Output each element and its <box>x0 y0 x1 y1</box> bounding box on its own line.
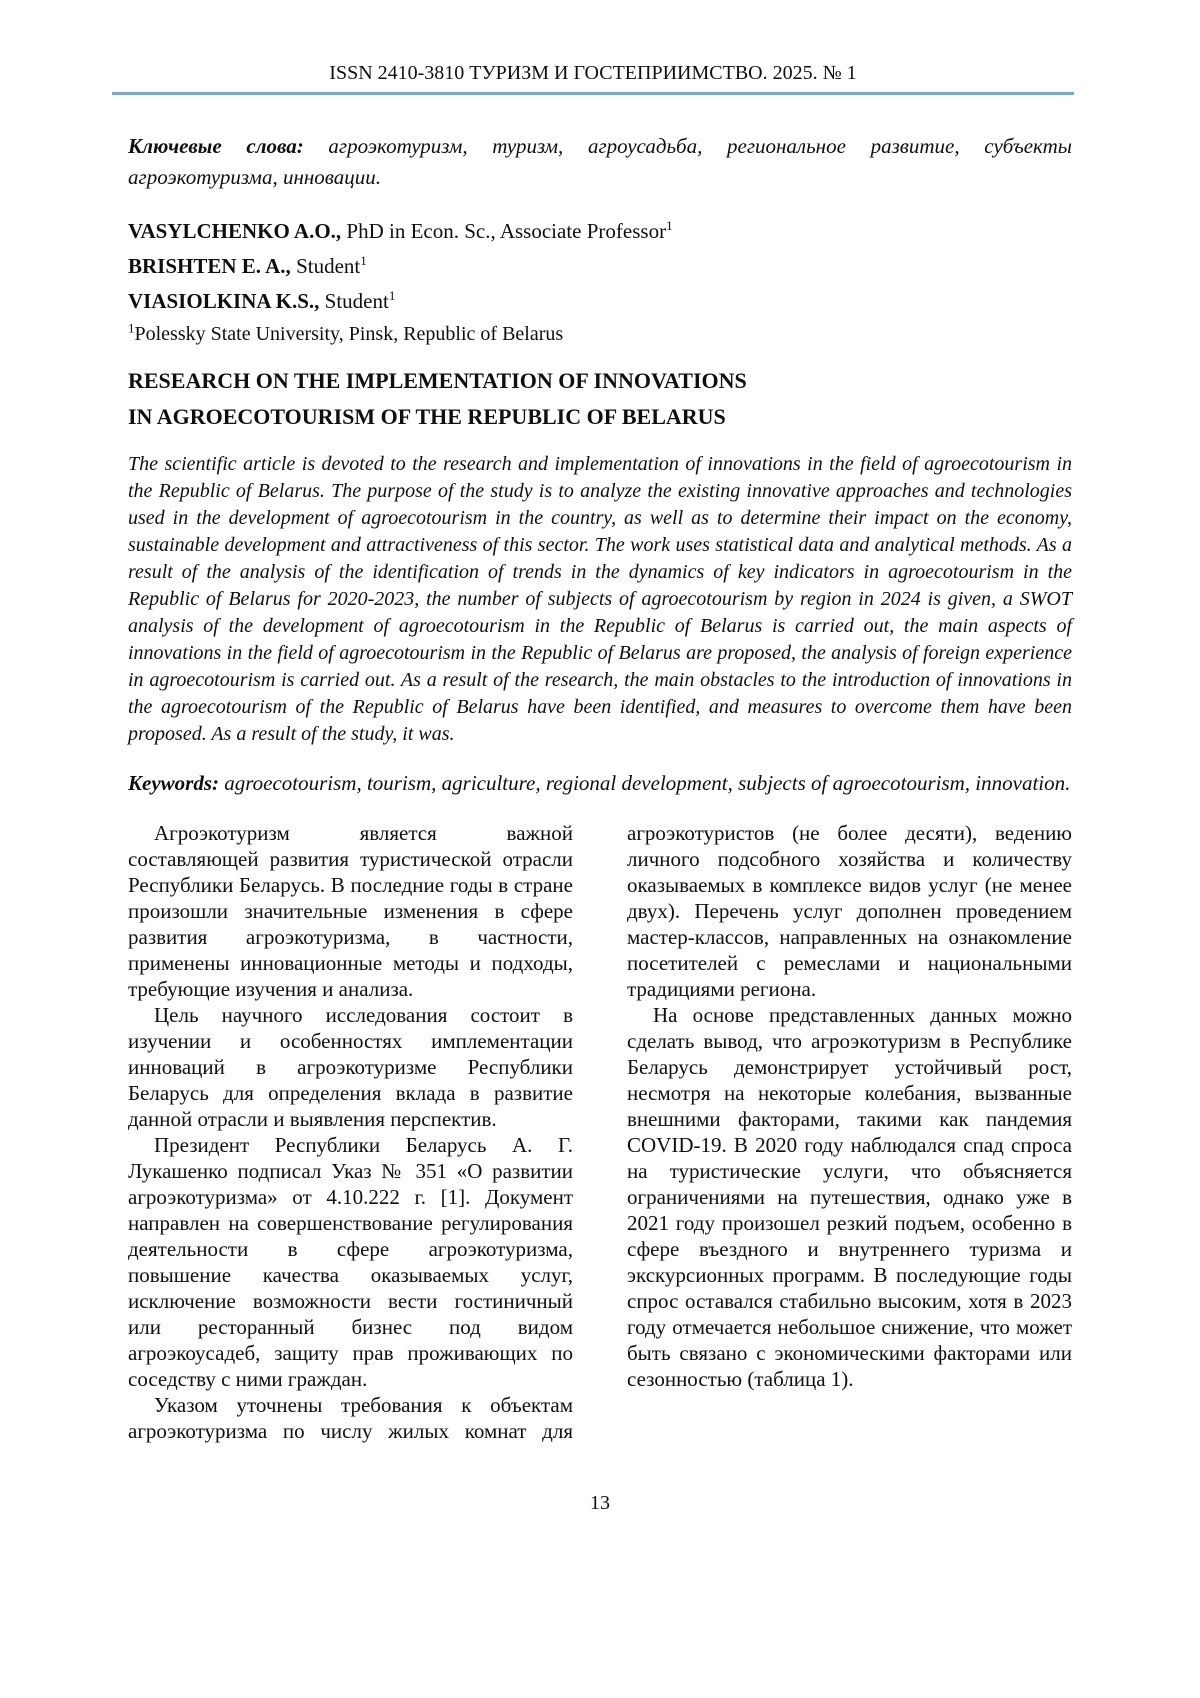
author-line <box>128 284 1072 319</box>
abstract-text: The scientific article is devoted to the research and implementation of innovations in the field of agroecotourism in the Republic of Belarus. The purpose of the study is to analyze the existing innovative approaches and technologies used in the development of agroecotourism in the country, as well as to determine their impact on the economy, sustainable development and attractiveness of this sector. The work uses statistical data and analytical methods. As a result of the analysis of the identification of trends in the dynamics of key indicators in agroecotourism in the Republic of Belarus for 2020-2023, the number of subjects of agroecotourism by region in 2024 is given, a SWOT analysis of the development of agroecotourism in the Republic of Belarus is carried out, the main aspects of innovations in the field of agroecotourism in the Republic of Belarus are proposed, the analysis of foreign experience in agroecotourism is carried out. As a result of the research, the main obstacles to the introduction of innovations in the agroecotourism of the Republic of Belarus have been identified, and measures to overcome them have been proposed. As a result of the study, it was. <box>128 453 1072 745</box>
author-name: VASYLCHENKO A.O., <box>128 219 342 243</box>
paragraph: Указом уточнены требования к объектам агроэкотуризма по числу жилых комнат для <box>128 1393 573 1443</box>
authors-block <box>128 214 1072 349</box>
keywords-ru-label: Ключевые слова: <box>128 134 304 158</box>
author-affiliation-mark: 1 <box>666 218 673 233</box>
affiliation-line <box>128 319 1072 349</box>
article-title-line-2: IN AGROECOTOURISM OF THE REPUBLIC OF BELARUS <box>128 404 726 429</box>
paragraph: Президент Республики Беларусь А. Г. Лукашенко подписал Указ № 351 «О развитии агроэкотуризма» от 4.10.222 г. [1]. Документ направлен на совершенствование регулирования деятельности в сфере агроэкотуризма, повышение качества оказываемых услуг, исключение возможности вести гостиничный или ресторанный бизнес под видом агроэкоусадеб, защиту прав проживающих по соседству с ними граждан. <box>128 1133 573 1391</box>
author-name: BRISHTEN E. A., <box>128 254 291 278</box>
paragraph: агроэкотуристов (не более десяти), ведению личного подсобного хозяйства и количеству оказываемых в комплексе видов услуг (не менее двух). Перечень услуг дополнен проведением мастер-классов, направленных на ознакомление посетителей с ремеслами и национальными традициями региона. <box>627 821 1072 1001</box>
author-affiliation-mark: 1 <box>388 288 396 303</box>
body-left-column <box>128 820 573 1444</box>
body-columns <box>128 820 1072 1444</box>
affiliation-mark: 1 <box>128 320 135 336</box>
keywords-ru <box>128 131 1072 193</box>
author-name: VIASIOLKINA K.S., <box>128 289 320 313</box>
journal-header-text: ISSN 2410-3810 ТУРИЗМ И ГОСТЕПРИИМСТВО. 2025. № 1 <box>329 62 857 84</box>
keywords-ru-text: агроэкотуризм, туризм, агроусадьба, региональное развитие, субъекты агроэкотуризма, инновации. <box>128 134 1072 189</box>
article-title-line-1: RESEARCH ON THE IMPLEMENTATION OF INNOVATIONS <box>128 368 747 393</box>
body-right-column <box>627 820 1072 1444</box>
article-title <box>128 363 1072 435</box>
page-content <box>128 0 1072 1444</box>
affiliation-text: Polessky State University, Pinsk, Republic of Belarus <box>134 323 564 345</box>
keywords-en <box>128 768 1072 799</box>
author-line <box>128 214 1072 249</box>
author-role: Student <box>290 254 361 278</box>
author-role: Student <box>319 289 389 313</box>
paragraph: Цель научного исследования состоит в изучении и особенностях имплементации инноваций в агроэкотуризме Республики Беларусь для определения вклада в развитие данной отрасли и выявления перспектив. <box>128 1003 573 1131</box>
author-affiliation-mark: 1 <box>360 253 367 268</box>
keywords-en-label: Keywords: <box>128 771 219 795</box>
author-line <box>128 249 1072 284</box>
paragraph: Агроэкотуризм является важной составляющей развития туристической отрасли Республики Беларусь. В последние годы в стране произошли значительные изменения в сфере развития агроэкотуризма, в частности, применены инновационные методы и подходы, требующие изучения и анализа. <box>128 821 573 1001</box>
keywords-en-text: agroecotourism, tourism, agriculture, regional development, subjects of agroecotourism, innovation. <box>219 771 1071 795</box>
paragraph: На основе представленных данных можно сделать вывод, что агроэкотуризм в Республике Беларусь демонстрирует устойчивый рост, несмотря на некоторые колебания, вызванные внешними факторами, такими как пандемия COVID-19. В 2020 году наблюдался спад спроса на туристические услуги, что объясняется ограничениями на путешествия, однако уже в 2021 году произошел резкий подъем, особенно в сфере въездного и внутреннего туризма и экскурсионных программ. В последующие годы спрос оставался стабильно высоким, хотя в 2023 году отмечается небольшое снижение, что может быть связано с экономическими факторами или сезонностью (таблица 1). <box>627 1003 1072 1391</box>
author-role: PhD in Econ. Sc., Associate Professor <box>341 219 667 243</box>
page-number: 13 <box>590 1492 610 1514</box>
